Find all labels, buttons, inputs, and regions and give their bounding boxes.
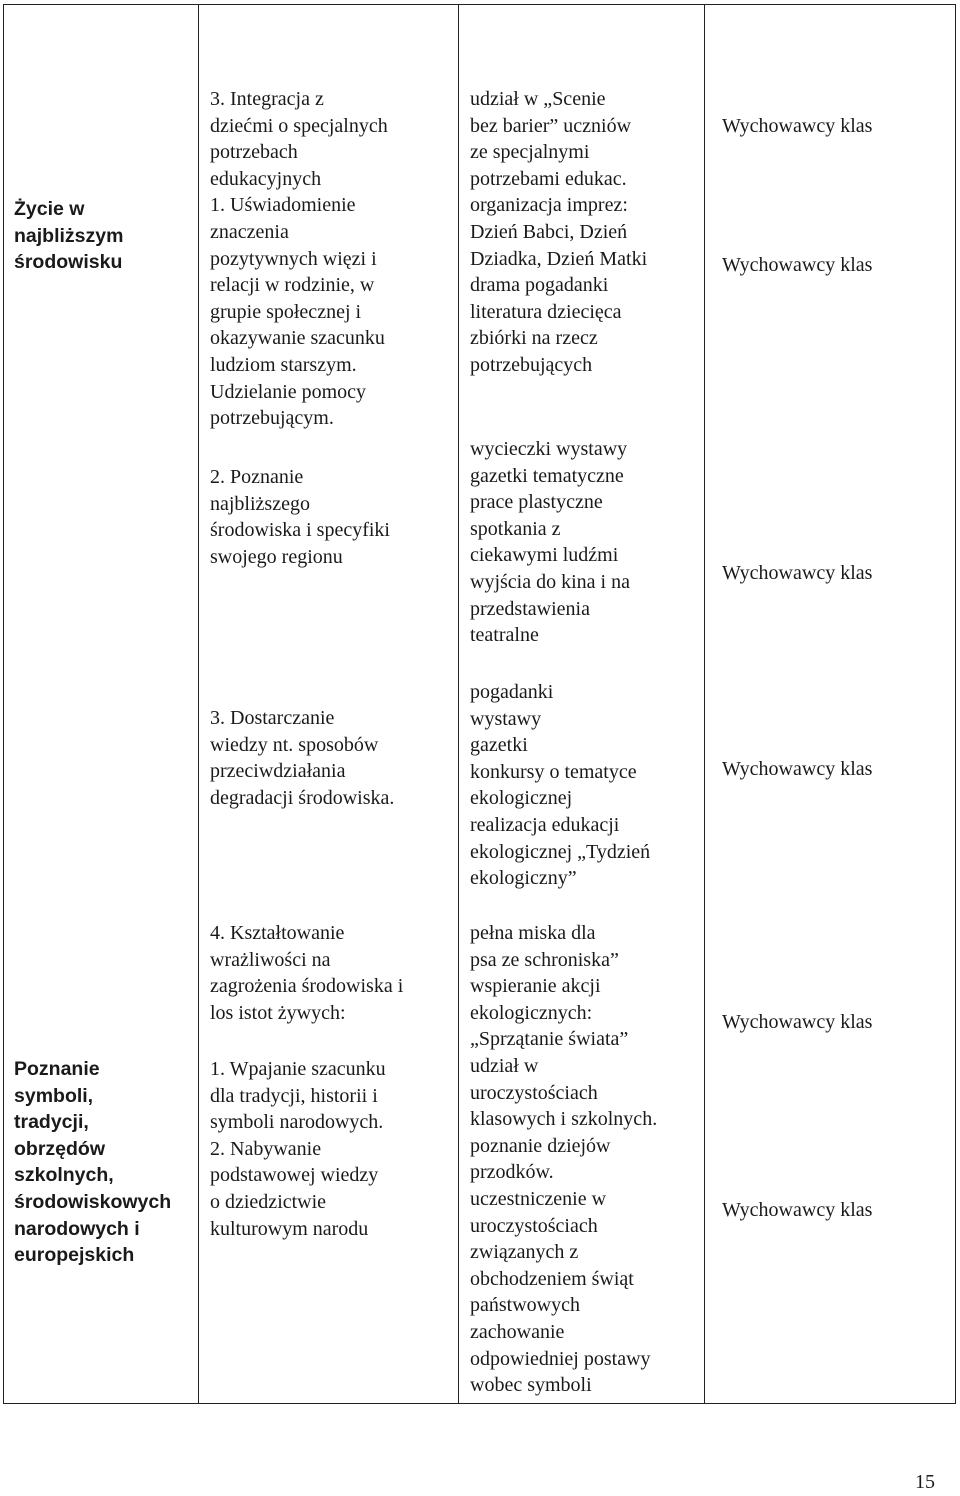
goal-block-ecology: 3. Dostarczanie wiedzy nt. sposobów przeciwdziałania degradacji środowiska.: [210, 707, 395, 809]
column-divider-1: [198, 5, 199, 1403]
responsible-4: Wychowawcy klas: [722, 758, 873, 780]
activities-block-4: pełna miska dla psa ze schroniska” wspieranie akcji ekologicznych: „Sprzątanie świata” udział w uroczystościach klasowych i szkolnych. poznanie dziejów przodków. uczestniczenie w uroczystościach związanych z obchodzeniem świąt państwowych zachowanie odpowiedniej postawy wobec symboli: [470, 922, 658, 1397]
responsible-2: Wychowawcy klas: [722, 254, 873, 276]
goal-block-integration: 3. Integracja z dziećmi o specjalnych potrzebach edukacyjnych 1. Uświadomienie znaczenia pozytywnych więzi i relacji w rodzinie, w grupie społecznej i okazywanie szacunku ludziom starszym. Udzielanie pomocy potrzebującym.: [210, 88, 388, 430]
activities-block-3: pogadanki wystawy gazetki konkursy o tematyce ekologicznej realizacja edukacji ekologicznej „Tydzień ekologiczny”: [470, 681, 651, 890]
column-divider-2: [458, 5, 459, 1403]
goal-block-sensitivity: 4. Kształtowanie wrażliwości na zagrożenia środowiska i los istot żywych:: [210, 922, 404, 1024]
responsible-5: Wychowawcy klas: [722, 1011, 873, 1033]
activities-block-1: udział w „Scenie bez barier” uczniów ze specjalnymi potrzebami edukac. organizacja imprez: Dzień Babci, Dzień Dziadka, Dzień Matki drama pogadanki literatura dziecięca zbiórki na rzecz potrzebujących: [470, 88, 648, 376]
responsible-6: Wychowawcy klas: [722, 1199, 873, 1221]
topic-life-in-environment: Życie w najbliższym środowisku: [14, 198, 124, 274]
responsible-3: Wychowawcy klas: [722, 562, 873, 584]
topic-symbols-traditions: Poznanie symboli, tradycji, obrzędów szkolnych, środowiskowych narodowych i europejskich: [14, 1058, 172, 1267]
goal-block-region: 2. Poznanie najbliższego środowiska i specyfiki swojego regionu: [210, 466, 390, 568]
activities-block-2: wycieczki wystawy gazetki tematyczne prace plastyczne spotkania z ciekawymi ludźmi wyjścia do kina i na przedstawienia teatralne: [470, 438, 630, 647]
responsible-1: Wychowawcy klas: [722, 115, 873, 137]
page-number: 15: [915, 1471, 935, 1493]
goal-block-traditions: 1. Wpajanie szacunku dla tradycji, historii i symboli narodowych. 2. Nabywanie podstawowej wiedzy o dziedzictwie kulturowym narodu: [210, 1058, 386, 1240]
column-divider-3: [704, 5, 705, 1403]
